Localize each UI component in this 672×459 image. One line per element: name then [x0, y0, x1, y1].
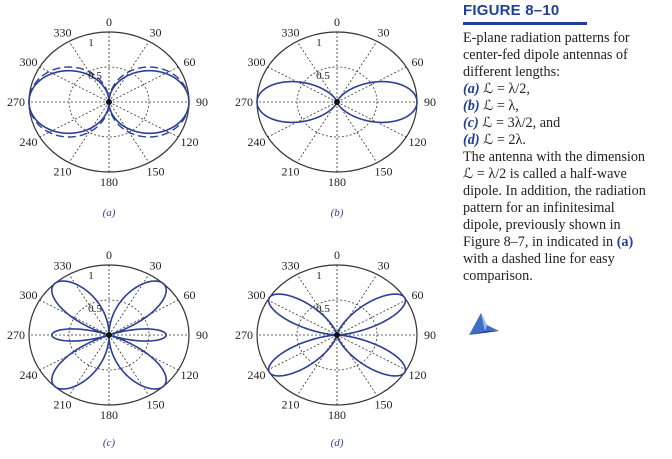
radial-label-1: 1 [316, 270, 322, 282]
caption-ref-a: (a) [616, 234, 634, 250]
spoke [337, 102, 406, 137]
caption-item-a [463, 81, 669, 98]
angle-label-180: 180 [100, 408, 118, 422]
caption-panel [463, 2, 669, 285]
angle-label-30: 30 [149, 258, 162, 273]
angle-label-120: 120 [408, 368, 427, 382]
angle-label-300: 300 [19, 55, 38, 69]
spoke [337, 335, 377, 396]
angle-label-30: 30 [377, 25, 390, 40]
caption-tail-1: with a dashed line for easy [463, 251, 615, 267]
caption-item-d [463, 132, 669, 149]
spoke [337, 102, 377, 163]
radial-label-0.5: 0.5 [316, 70, 330, 82]
angle-label-210: 210 [53, 164, 72, 179]
caption-body-6-text: Figure 8–7, in indicated in [463, 234, 617, 250]
angle-label-210: 210 [281, 397, 300, 412]
feed-point [334, 332, 340, 338]
caption-tail-2: comparison. [463, 268, 533, 284]
angle-label-90: 90 [424, 328, 436, 342]
angle-label-90: 90 [196, 328, 208, 342]
polar-plot-a [7, 15, 208, 219]
caption-intro-2: center-fed dipole antennas of [463, 47, 628, 63]
angle-label-240: 240 [19, 368, 38, 382]
caption-body-4: pattern for an infinitesimal [463, 200, 615, 216]
angle-label-210: 210 [53, 397, 72, 412]
item-text-b: ℒ = λ, [479, 98, 519, 114]
caption-body-5: dipole, previously shown in [463, 217, 621, 233]
caption-body-3: dipole. In addition, the radiation [463, 183, 646, 199]
item-text-a: ℒ = λ/2, [479, 81, 530, 97]
radial-label-1: 1 [88, 270, 94, 282]
angle-label-150: 150 [146, 397, 165, 412]
spoke [337, 335, 406, 370]
angle-label-60: 60 [183, 288, 196, 302]
angle-label-180: 180 [328, 408, 346, 422]
angle-label-180: 180 [100, 175, 118, 189]
angle-label-0: 0 [106, 15, 112, 29]
angle-label-180: 180 [328, 175, 346, 189]
spoke [40, 102, 109, 137]
title-rule [463, 22, 587, 25]
angle-label-150: 150 [374, 164, 393, 179]
item-text-d: ℒ = 2λ. [479, 132, 526, 148]
angle-label-300: 300 [247, 55, 266, 69]
polar-plot-d [235, 248, 436, 449]
radial-label-0.5: 0.5 [88, 303, 102, 315]
figure-title: FIGURE 8–10 [463, 2, 560, 19]
caption-body-6 [463, 234, 669, 251]
angle-label-60: 60 [411, 55, 424, 69]
polar-plot-c [7, 248, 208, 449]
item-text-c: ℒ = 3λ/2, and [478, 115, 561, 131]
angle-label-270: 270 [7, 95, 25, 109]
spoke [337, 274, 377, 335]
angle-label-120: 120 [408, 135, 427, 149]
item-tag-d: (d) [463, 132, 480, 148]
caption-body-2: ℒ = λ/2 is called a half-wave [463, 166, 627, 182]
angle-label-210: 210 [281, 164, 300, 179]
angle-label-120: 120 [180, 135, 199, 149]
spoke [109, 102, 178, 137]
angle-label-300: 300 [247, 288, 266, 302]
feed-point [106, 99, 112, 105]
angle-label-0: 0 [334, 248, 340, 262]
caption-body-1: The antenna with the dimension [463, 149, 646, 165]
caption-item-c [463, 115, 669, 132]
sublabel-b: (b) [330, 207, 344, 219]
angle-label-120: 120 [180, 368, 199, 382]
sublabel-d: (d) [330, 437, 344, 449]
item-tag-a: (a) [463, 81, 480, 97]
angle-label-150: 150 [374, 397, 393, 412]
spoke [297, 335, 337, 396]
angle-label-60: 60 [183, 55, 196, 69]
angle-label-240: 240 [247, 368, 266, 382]
angle-label-60: 60 [411, 288, 424, 302]
radial-label-0.5: 0.5 [316, 303, 330, 315]
caption-intro-1: E-plane radiation patterns for [463, 30, 630, 46]
angle-label-330: 330 [53, 25, 72, 40]
polar-plot-b [235, 15, 436, 219]
angle-label-0: 0 [334, 15, 340, 29]
sublabel-c: (c) [102, 437, 116, 449]
feed-point [106, 332, 112, 338]
angle-label-240: 240 [247, 135, 266, 149]
angle-label-240: 240 [19, 135, 38, 149]
publisher-logo-icon [467, 309, 501, 339]
angle-label-0: 0 [106, 248, 112, 262]
angle-label-330: 330 [281, 25, 300, 40]
angle-label-300: 300 [19, 288, 38, 302]
radial-label-1: 1 [316, 37, 322, 49]
spoke [268, 102, 337, 137]
feed-point [334, 99, 340, 105]
spoke [297, 102, 337, 163]
spoke [337, 41, 377, 102]
caption-item-b [463, 98, 669, 115]
angle-label-330: 330 [281, 258, 300, 273]
angle-label-30: 30 [377, 258, 390, 273]
angle-label-90: 90 [424, 95, 436, 109]
angle-label-270: 270 [235, 95, 253, 109]
radial-label-0.5: 0.5 [88, 70, 102, 82]
angle-label-330: 330 [53, 258, 72, 273]
radial-label-1: 1 [88, 37, 94, 49]
angle-label-270: 270 [235, 328, 253, 342]
sublabel-a: (a) [102, 207, 116, 219]
item-tag-b: (b) [463, 98, 480, 114]
angle-label-90: 90 [196, 95, 208, 109]
caption-intro-3: different lengths: [463, 64, 561, 80]
item-tag-c: (c) [463, 115, 479, 131]
angle-label-30: 30 [149, 25, 162, 40]
angle-label-150: 150 [146, 164, 165, 179]
spoke [268, 335, 337, 370]
angle-label-270: 270 [7, 328, 25, 342]
